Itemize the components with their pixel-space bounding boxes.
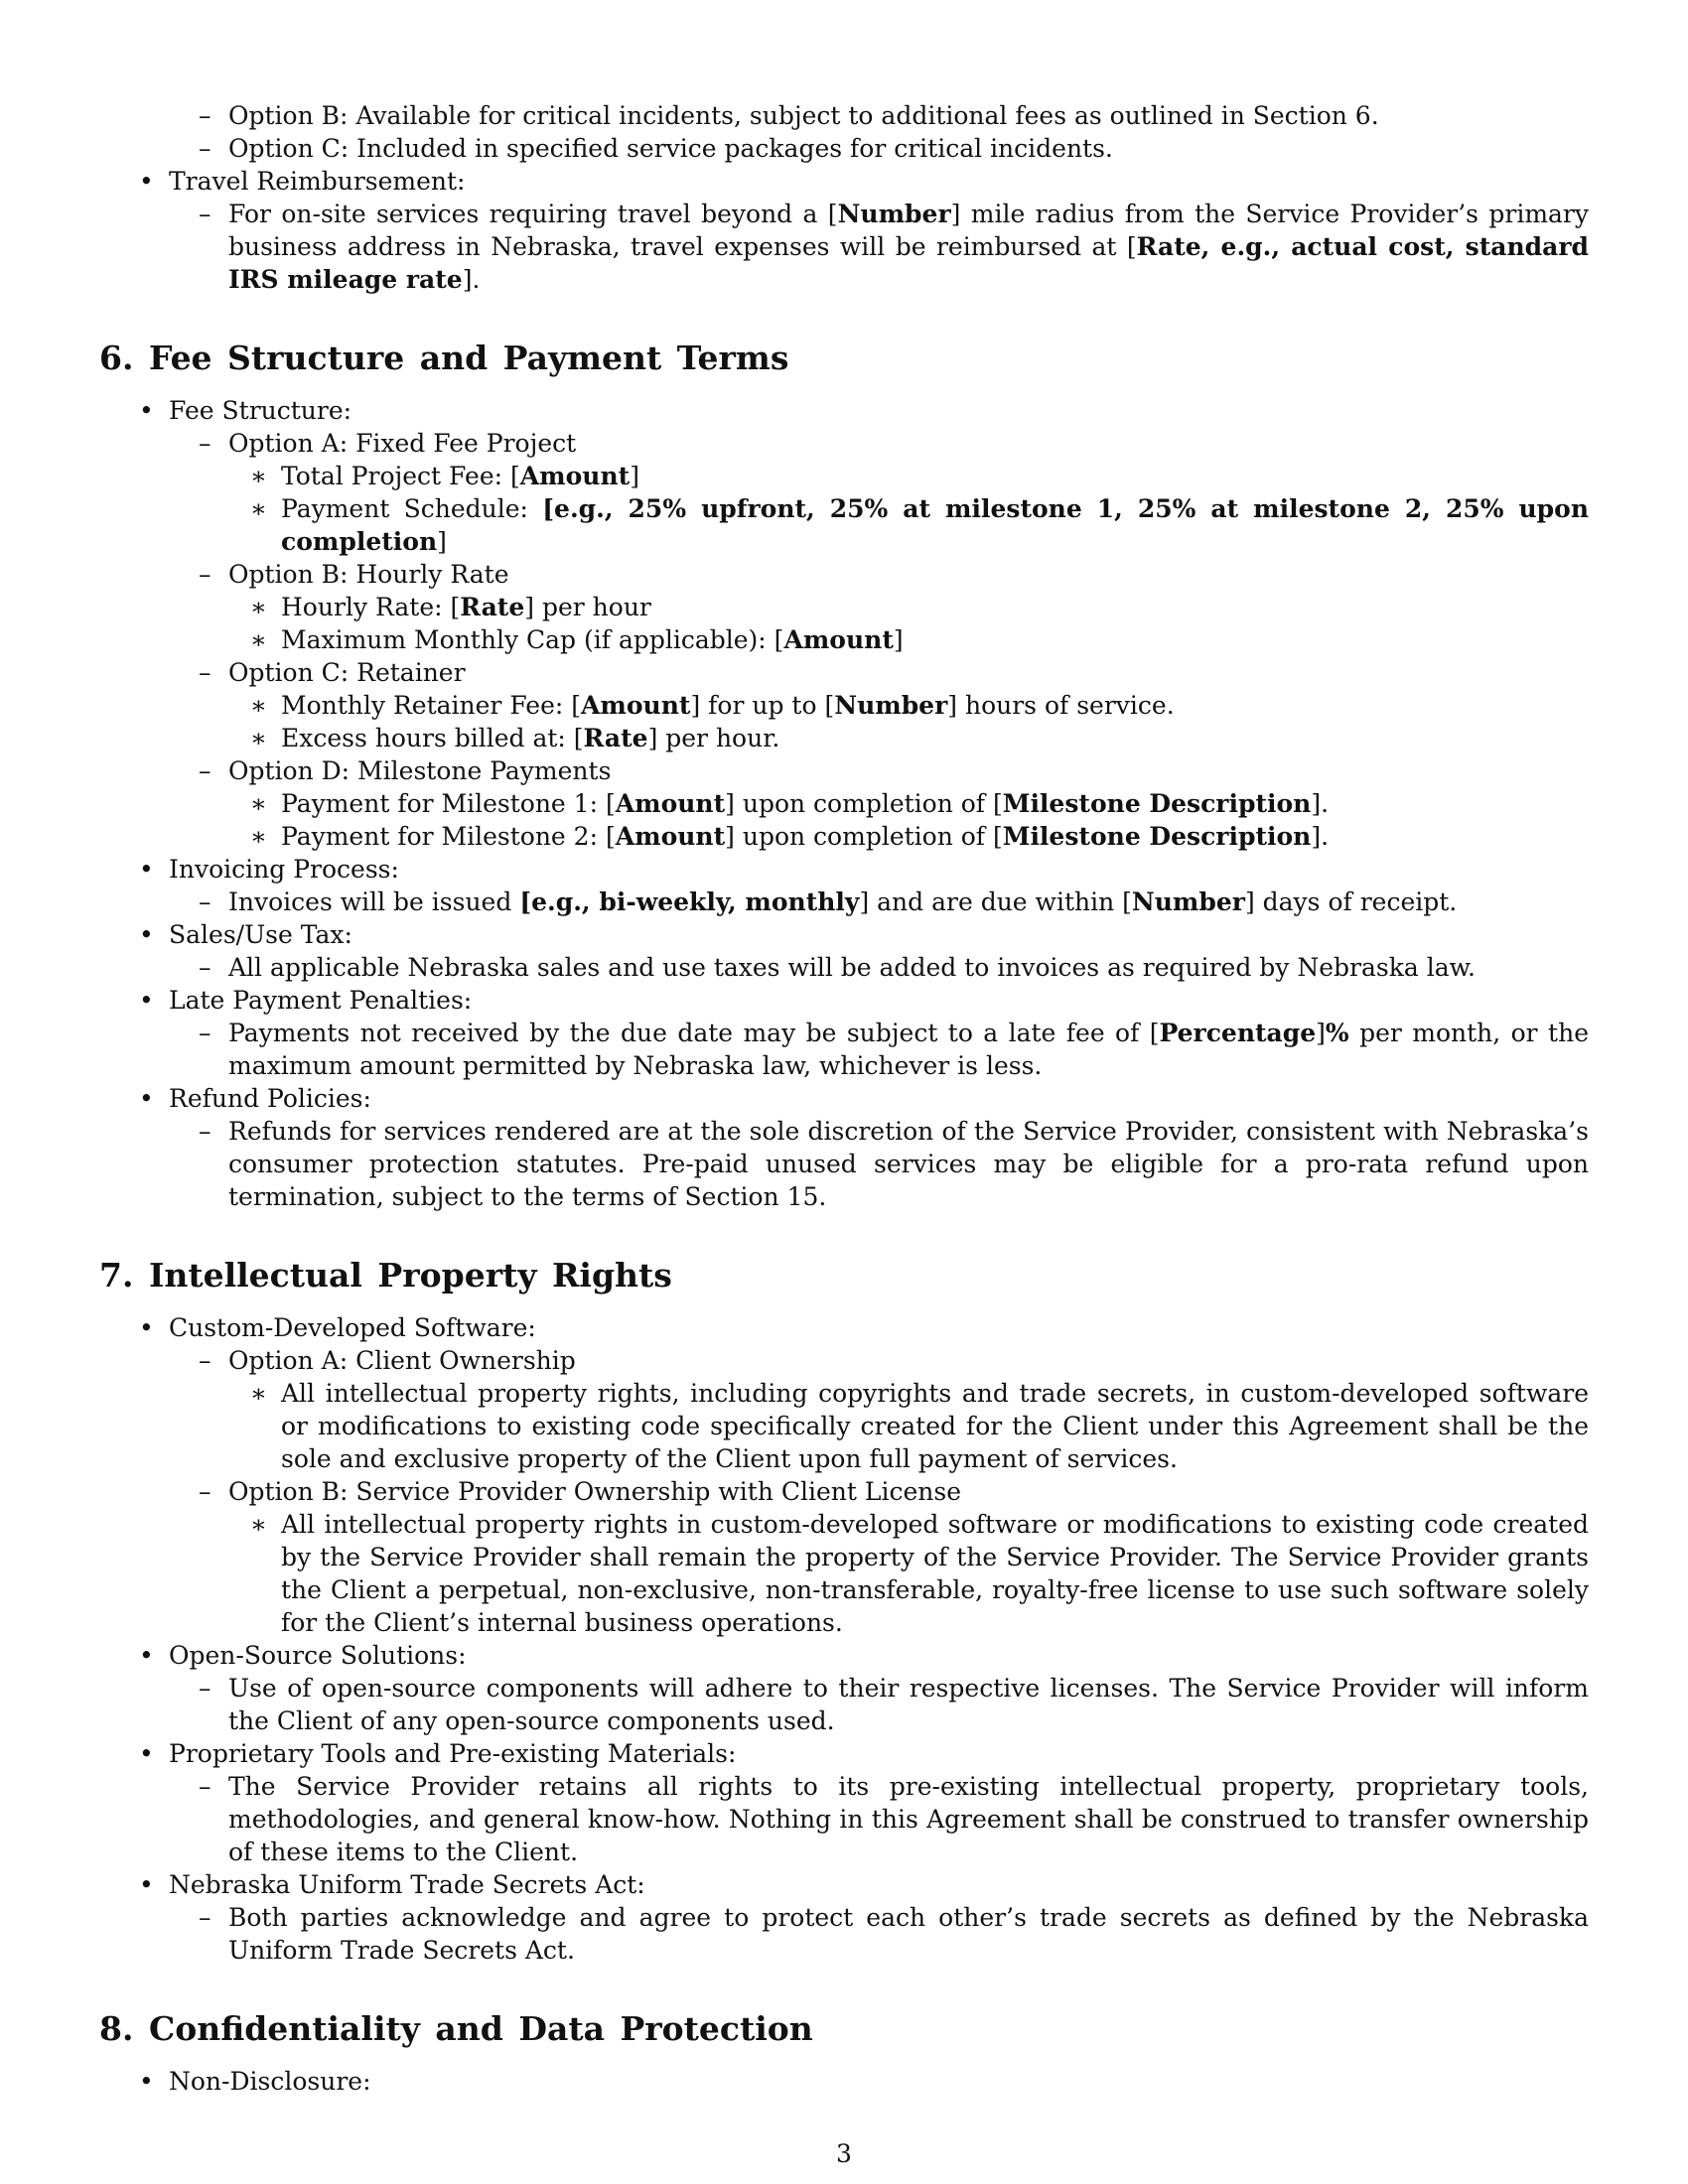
text-run: The Service Provider retains all rights to its pre-existing intellectual property, proprietary tools, methodologies, and general know-how. Nothing in this Agreement shall be construed to transfer ownership of these items to the Client.	[228, 1772, 1589, 1866]
item-text	[281, 820, 1589, 853]
placeholder-text: %	[1325, 1019, 1349, 1047]
item-text	[228, 1344, 1589, 1377]
list-marker: –	[199, 134, 211, 163]
item-text	[281, 787, 1589, 820]
bullet-item	[99, 1082, 1589, 1115]
text-run: per month, or the maximum amount permitted by Nebraska law, whichever is less.	[228, 1019, 1589, 1080]
bullet-item	[99, 165, 1589, 198]
item-text	[228, 886, 1589, 918]
text-run: Payment for Milestone 2: [	[281, 822, 616, 851]
placeholder-text: Percentage	[1159, 1019, 1317, 1047]
bullet-item	[99, 853, 1589, 886]
item-text	[281, 1508, 1589, 1639]
item-text	[169, 1868, 1589, 1901]
dash-item	[99, 754, 1589, 787]
star-item	[99, 460, 1589, 492]
list-marker: ∗	[250, 462, 267, 490]
text-run: Option D: Milestone Payments	[228, 756, 612, 785]
item-text	[228, 132, 1589, 165]
item-text	[169, 1311, 1589, 1344]
star-item	[99, 722, 1589, 754]
text-run: Payments not received by the due date may be subject to a late fee of [	[228, 1019, 1160, 1047]
list-marker: •	[139, 1870, 154, 1899]
text-run: Fee Structure:	[169, 396, 352, 425]
item-text	[169, 984, 1589, 1017]
list-marker: ∗	[250, 724, 267, 752]
star-item	[99, 1508, 1589, 1639]
text-run: Option B: Service Provider Ownership with Client License	[228, 1477, 961, 1506]
dash-item	[99, 1017, 1589, 1082]
item-text	[281, 591, 1589, 623]
section-heading	[99, 339, 1589, 378]
list-marker: •	[139, 855, 154, 884]
text-run: Both parties acknowledge and agree to protect each other’s trade secrets as defined by the Nebraska Uniform Trade Secrets Act.	[228, 1903, 1589, 1965]
item-text	[228, 558, 1589, 591]
item-text	[228, 198, 1589, 296]
item-text	[281, 492, 1589, 558]
placeholder-text: Milestone Description	[1002, 822, 1312, 851]
heading-text: 6. Fee Structure and Payment Terms	[99, 339, 789, 377]
dash-item	[99, 1344, 1589, 1377]
item-text	[281, 460, 1589, 492]
text-run: Nebraska Uniform Trade Secrets Act:	[169, 1870, 645, 1899]
list-marker: –	[199, 1477, 211, 1506]
star-item	[99, 623, 1589, 656]
list-marker: –	[199, 560, 211, 589]
bullet-item	[99, 918, 1589, 951]
placeholder-text: Number	[834, 691, 948, 720]
dash-item	[99, 1901, 1589, 1967]
star-item	[99, 820, 1589, 853]
placeholder-text: Number	[837, 200, 951, 228]
star-item	[99, 1377, 1589, 1475]
text-run: Proprietary Tools and Pre-existing Materials:	[169, 1739, 737, 1768]
text-run: ].	[1311, 822, 1330, 851]
placeholder-text: Amount	[783, 625, 894, 654]
text-run: ] per hour	[524, 593, 651, 621]
dash-item	[99, 198, 1589, 296]
section-heading	[99, 1256, 1589, 1296]
list-marker: ∗	[250, 625, 267, 654]
text-run: Custom-Developed Software:	[169, 1313, 536, 1342]
list-marker: ∗	[250, 1510, 267, 1539]
text-run: ] upon completion of [	[725, 822, 1003, 851]
list-marker: –	[199, 429, 211, 458]
bullet-item	[99, 394, 1589, 427]
bullet-item	[99, 1639, 1589, 1672]
placeholder-text: Amount	[581, 691, 691, 720]
text-run: ] per hour.	[647, 724, 780, 752]
placeholder-text: [e.g., 25% upfront, 25% at milestone 1, 25% at milestone 2, 25% upon completion	[281, 494, 1589, 556]
placeholder-text: Amount	[615, 789, 726, 818]
dash-item	[99, 656, 1589, 689]
text-run: Option C: Retainer	[228, 658, 466, 687]
item-text	[169, 1737, 1589, 1770]
list-marker: ∗	[250, 1379, 267, 1408]
text-run: Option B: Available for critical incidents, subject to additional fees as outlined in Section 6.	[228, 101, 1379, 130]
text-run: All intellectual property rights in custom-developed software or modifications to existing code created by the Service Provider shall remain the property of the Service Provider. The Service Provider grants the Client a perpetual, non-exclusive, non-transferable, royalty-free license to use such software solely for the Client’s internal business operations.	[281, 1510, 1589, 1637]
text-run: Excess hours billed at: [	[281, 724, 584, 752]
list-marker: ∗	[250, 593, 267, 621]
text-run: ].	[1311, 789, 1330, 818]
item-text	[169, 2065, 1589, 2098]
text-run: Late Payment Penalties:	[169, 986, 473, 1015]
text-run: Sales/Use Tax:	[169, 920, 352, 949]
placeholder-text: Number	[1131, 887, 1245, 916]
placeholder-text: Milestone Description	[1002, 789, 1312, 818]
text-run: Option B: Hourly Rate	[228, 560, 509, 589]
list-marker: –	[199, 200, 211, 228]
text-run: All applicable Nebraska sales and use taxes will be added to invoices as required by Nebraska law.	[228, 953, 1477, 982]
text-run: Invoicing Process:	[169, 855, 399, 884]
dash-item	[99, 1475, 1589, 1508]
star-item	[99, 591, 1589, 623]
star-item	[99, 787, 1589, 820]
item-text	[281, 722, 1589, 754]
text-run: Option C: Included in specified service packages for critical incidents.	[228, 134, 1113, 163]
text-run: Use of open-source components will adhere to their respective licenses. The Service Provider will inform the Client of any open-source components used.	[228, 1674, 1589, 1735]
list-marker: ∗	[250, 691, 267, 720]
list-marker: •	[139, 1641, 154, 1670]
list-marker: •	[139, 2067, 154, 2096]
item-text	[228, 1475, 1589, 1508]
heading-text: 8. Confidentiality and Data Protection	[99, 2009, 813, 2048]
item-text	[228, 1901, 1589, 1967]
list-marker: ∗	[250, 494, 267, 523]
text-run: ].	[462, 265, 481, 294]
bullet-item	[99, 1868, 1589, 1901]
star-item	[99, 492, 1589, 558]
bullet-item	[99, 984, 1589, 1017]
bullet-item	[99, 1311, 1589, 1344]
list-marker: –	[199, 1019, 211, 1047]
placeholder-text: Rate, e.g., actual cost, standard IRS mileage rate	[228, 232, 1589, 294]
text-run: Monthly Retainer Fee: [	[281, 691, 582, 720]
text-run: ] and are due within [	[859, 887, 1132, 916]
text-run: Maximum Monthly Cap (if applicable): [	[281, 625, 784, 654]
dash-item	[99, 99, 1589, 132]
text-run: Refund Policies:	[169, 1084, 371, 1113]
text-run: ]	[630, 462, 639, 490]
item-text	[228, 656, 1589, 689]
list-marker: –	[199, 756, 211, 785]
text-run: All intellectual property rights, including copyrights and trade secrets, in custom-developed software or modifications to existing code specifically created for the Client under this Agreement shall be the sole and exclusive property of the Client upon full payment of services.	[281, 1379, 1589, 1473]
text-run: Non-Disclosure:	[169, 2067, 371, 2096]
text-run: ] upon completion of [	[725, 789, 1003, 818]
item-text	[228, 1770, 1589, 1868]
list-marker: •	[139, 1739, 154, 1768]
text-run: ]	[437, 527, 447, 556]
item-text	[228, 1115, 1589, 1213]
text-run: Open-Source Solutions:	[169, 1641, 467, 1670]
list-marker: –	[199, 1772, 211, 1801]
item-text	[228, 1017, 1589, 1082]
text-run: ] mile radius from the Service Provider’s primary business address in Nebraska, travel expenses will be reimbursed at [	[228, 200, 1589, 261]
placeholder-text: [e.g., bi-weekly, monthly	[519, 887, 860, 916]
item-text	[228, 427, 1589, 460]
list-marker: •	[139, 396, 154, 425]
list-marker: ∗	[250, 789, 267, 818]
item-text	[281, 1377, 1589, 1475]
text-run: Option A: Fixed Fee Project	[228, 429, 577, 458]
dash-item	[99, 427, 1589, 460]
list-marker: •	[139, 167, 154, 196]
list-marker: –	[199, 1903, 211, 1932]
dash-item	[99, 1770, 1589, 1868]
item-text	[169, 853, 1589, 886]
text-run: Refunds for services rendered are at the sole discretion of the Service Provider, consistent with Nebraska’s consumer protection statutes. Pre-paid unused services may be eligible for a pro-rata refund upon termination, subject to the terms of Section 15.	[228, 1117, 1589, 1211]
list-marker: •	[139, 1313, 154, 1342]
item-text	[228, 1672, 1589, 1737]
text-run: Invoices will be issued	[228, 887, 520, 916]
text-run: Hourly Rate: [	[281, 593, 461, 621]
text-run: For on-site services requiring travel beyond a [	[228, 200, 838, 228]
list-marker: •	[139, 986, 154, 1015]
document-page	[99, 99, 1589, 2098]
text-run: Payment for Milestone 1: [	[281, 789, 616, 818]
star-item	[99, 689, 1589, 722]
dash-item	[99, 886, 1589, 918]
text-run: ]	[1316, 1019, 1326, 1047]
list-marker: •	[139, 1084, 154, 1113]
section-heading	[99, 2009, 1589, 2049]
list-marker: –	[199, 1674, 211, 1703]
text-run: Total Project Fee: [	[281, 462, 520, 490]
list-marker: –	[199, 887, 211, 916]
list-marker: •	[139, 920, 154, 949]
text-run: ] hours of service.	[947, 691, 1175, 720]
list-marker: –	[199, 101, 211, 130]
dash-item	[99, 1672, 1589, 1737]
item-text	[169, 1082, 1589, 1115]
placeholder-text: Amount	[519, 462, 631, 490]
item-text	[169, 918, 1589, 951]
text-run: ] days of receipt.	[1244, 887, 1458, 916]
item-text	[281, 623, 1589, 656]
heading-text: 7. Intellectual Property Rights	[99, 1256, 672, 1295]
dash-item	[99, 951, 1589, 984]
list-marker: –	[199, 1346, 211, 1375]
item-text	[228, 754, 1589, 787]
text-run: Travel Reimbursement:	[169, 167, 466, 196]
dash-item	[99, 1115, 1589, 1213]
placeholder-text: Rate	[583, 724, 648, 752]
list-marker: –	[199, 658, 211, 687]
list-marker: –	[199, 1117, 211, 1146]
bullet-item	[99, 2065, 1589, 2098]
item-text	[169, 165, 1589, 198]
placeholder-text: Amount	[615, 822, 726, 851]
text-run: ]	[893, 625, 904, 654]
list-marker: –	[199, 953, 211, 982]
bullet-item	[99, 1737, 1589, 1770]
list-marker: ∗	[250, 822, 267, 851]
item-text	[228, 99, 1589, 132]
item-text	[169, 1639, 1589, 1672]
item-text	[228, 951, 1589, 984]
dash-item	[99, 558, 1589, 591]
page-number: 3	[836, 2139, 852, 2168]
text-run: Option A: Client Ownership	[228, 1346, 576, 1375]
item-text	[169, 394, 1589, 427]
item-text	[281, 689, 1589, 722]
placeholder-text: Rate	[460, 593, 525, 621]
text-run: ] for up to [	[690, 691, 835, 720]
dash-item	[99, 132, 1589, 165]
text-run: Payment Schedule:	[281, 494, 543, 523]
